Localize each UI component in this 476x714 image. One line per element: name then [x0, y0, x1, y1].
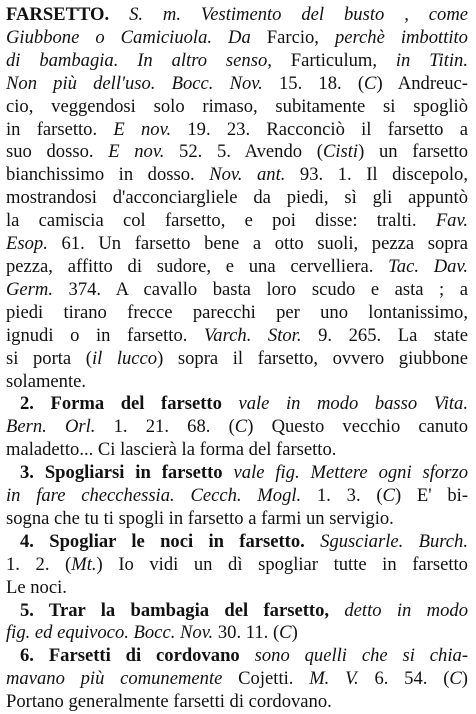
text-line	[6, 577, 468, 600]
italic-text: Cisti	[322, 141, 359, 163]
body-text: Farcio,	[250, 26, 335, 48]
text-line	[6, 600, 468, 623]
text-line	[6, 462, 468, 485]
body-text: 30. 11. (	[213, 622, 280, 644]
body-text: ) un farsetto	[358, 141, 468, 163]
text-line	[6, 668, 468, 691]
body-text	[212, 27, 228, 48]
body-text	[305, 531, 320, 552]
italic-text: Tac. Dav.	[388, 255, 468, 277]
body-text: )	[291, 622, 298, 644]
text-line	[6, 531, 468, 554]
text-line	[6, 622, 468, 645]
body-text: ) E' bi-	[394, 485, 468, 507]
body-text: ) sopra il farsetto, ovvero giubbone	[157, 347, 468, 369]
text-line	[6, 210, 468, 233]
body-text: Le noci.	[6, 576, 67, 598]
text-line	[6, 164, 468, 187]
body-text: ignudi o in farsetto.	[6, 324, 204, 346]
italic-text: Germ.	[6, 278, 53, 300]
headword-text: 6. Farsetti di cordovano	[20, 645, 240, 667]
body-text: 374. A cavallo basta loro scudo e asta ; a	[53, 278, 468, 300]
italic-text: S. m. Vestimento del busto , come	[129, 4, 468, 25]
text-line	[6, 554, 468, 577]
body-text: mostrandosi d'acconciargliele da piedi, sì gli appuntò	[6, 187, 468, 209]
italic-text: il lucco	[91, 347, 158, 369]
italic-text: In altro senso,	[137, 49, 272, 71]
italic-text: Non più dell'uso. Bocc. Nov.	[6, 72, 263, 94]
body-text: sogna che tu ti spogli in farsetto a farmi un servigio.	[6, 507, 394, 529]
dictionary-entry-farsetto	[6, 4, 468, 714]
text-line	[6, 393, 468, 416]
italic-text: perchè imbottito	[334, 26, 468, 48]
italic-text: C	[279, 622, 292, 644]
body-text: 52. 5. Avendo (	[164, 141, 323, 163]
text-line	[6, 187, 468, 210]
italic-text: detto in modo	[344, 599, 468, 621]
italic-text: Fav.	[435, 210, 468, 232]
body-text	[118, 50, 137, 71]
italic-text: vale in modo basso Vita.	[238, 393, 468, 415]
body-text: in farsetto.	[6, 118, 114, 140]
italic-text: Nov. ant.	[209, 164, 286, 186]
italic-text: C	[234, 416, 248, 438]
headword-text: 5. Trar la bambagia del farsetto,	[20, 599, 330, 621]
italic-text: Esop.	[6, 233, 48, 255]
body-text: )	[461, 668, 468, 690]
body-text: ) Questo vecchio canuto	[247, 416, 468, 438]
italic-text: vale fig. Mettere ogni sforzo	[233, 462, 468, 484]
text-line	[6, 439, 468, 462]
italic-text: mavano più comunemente	[6, 668, 223, 690]
text-line	[6, 233, 468, 256]
italic-text: E nov.	[108, 141, 165, 163]
italic-text: Sgusciarle. Burch.	[320, 530, 468, 552]
text-line	[6, 325, 468, 348]
body-text: 1. 21. 68. (	[95, 416, 235, 438]
body-text: piedi tirano frecce parecchi per uno lontanissimo,	[6, 301, 468, 323]
body-text: bianchissimo in dosso.	[6, 164, 210, 186]
text-line	[6, 302, 468, 325]
text-line	[6, 119, 468, 142]
italic-text: in fare checchessia.	[6, 485, 175, 507]
text-line	[6, 256, 468, 279]
italic-text: Mt.	[71, 553, 97, 575]
text-line	[6, 27, 468, 50]
italic-text: sono quelli che si chia-	[254, 645, 468, 667]
body-text: 6. 54. (	[358, 668, 450, 690]
body-text: pezza, affitto di sudore, e una cervelliera.	[6, 255, 389, 277]
body-text	[329, 600, 344, 621]
body-text: cio, veggendosi solo rimaso, subitamente si spogliò	[6, 95, 468, 117]
body-text: maladetto... Ci lascierà la forma del farsetto.	[6, 439, 337, 461]
body-text: solamente.	[6, 370, 87, 392]
body-text: ) Andreuc-	[376, 72, 468, 94]
body-text: 1. 3. (	[301, 485, 383, 507]
text-line	[6, 416, 468, 439]
body-text: 19. 23. Racconciò il farsetto a	[171, 118, 468, 140]
italic-text: in Titin.	[395, 49, 468, 71]
italic-text: C	[364, 72, 377, 94]
body-text: Portano generalmente farsetti di cordovano.	[6, 691, 332, 713]
text-line	[6, 50, 468, 73]
text-line	[6, 4, 468, 27]
body-text: 1. 2. (	[6, 553, 72, 575]
text-line	[6, 645, 468, 668]
body-text: la camiscia col farsetto, e poi disse: tralti.	[6, 210, 436, 232]
text-line	[6, 348, 468, 371]
body-text	[222, 393, 239, 414]
body-text: 15. 18. (	[262, 72, 365, 94]
headword-text: 4. Spogliar le noci in farsetto.	[20, 530, 305, 552]
italic-text: di bambagia.	[6, 49, 119, 71]
text-line	[6, 508, 468, 531]
body-text	[175, 485, 191, 506]
body-text	[223, 462, 234, 483]
italic-text: Bern. Orl.	[6, 416, 96, 438]
italic-text: Da	[228, 26, 251, 48]
body-text: suo dosso.	[6, 141, 109, 163]
text-line	[6, 279, 468, 302]
body-text: ) Io vidi un dì spogliar tutte in farsetto	[96, 553, 468, 575]
italic-text: E nov.	[113, 118, 172, 140]
text-line	[6, 141, 468, 164]
italic-text: Varch. Stor.	[204, 324, 302, 346]
body-text	[240, 645, 255, 666]
body-text: Cojetti.	[222, 668, 310, 690]
body-text: 61. Un farsetto bene a otto suoli, pezza sopra	[47, 233, 468, 255]
text-line	[6, 691, 468, 714]
italic-text: M. V.	[309, 668, 359, 690]
body-text: Farticulum,	[271, 49, 396, 71]
body-text: si porta (	[6, 347, 92, 369]
text-line	[6, 96, 468, 119]
headword-text: FARSETTO.	[6, 4, 110, 25]
body-text: 9. 265. La state	[301, 324, 468, 346]
headword-text: 2. Forma del farsetto	[20, 393, 222, 415]
headword-text: 3. Spogliarsi in farsetto	[20, 462, 223, 484]
italic-text: fig. ed equivoco. Bocc. Nov.	[6, 622, 214, 644]
italic-text: C	[449, 668, 462, 690]
italic-text: C	[382, 485, 395, 507]
text-line	[6, 485, 468, 508]
text-line	[6, 371, 468, 394]
body-text: 93. 1. Il discepolo,	[285, 164, 468, 186]
body-text	[109, 4, 129, 25]
italic-text: Cecch. Mogl.	[190, 485, 302, 507]
italic-text: Giubbone o Camiciuola.	[6, 26, 213, 48]
text-line	[6, 73, 468, 96]
